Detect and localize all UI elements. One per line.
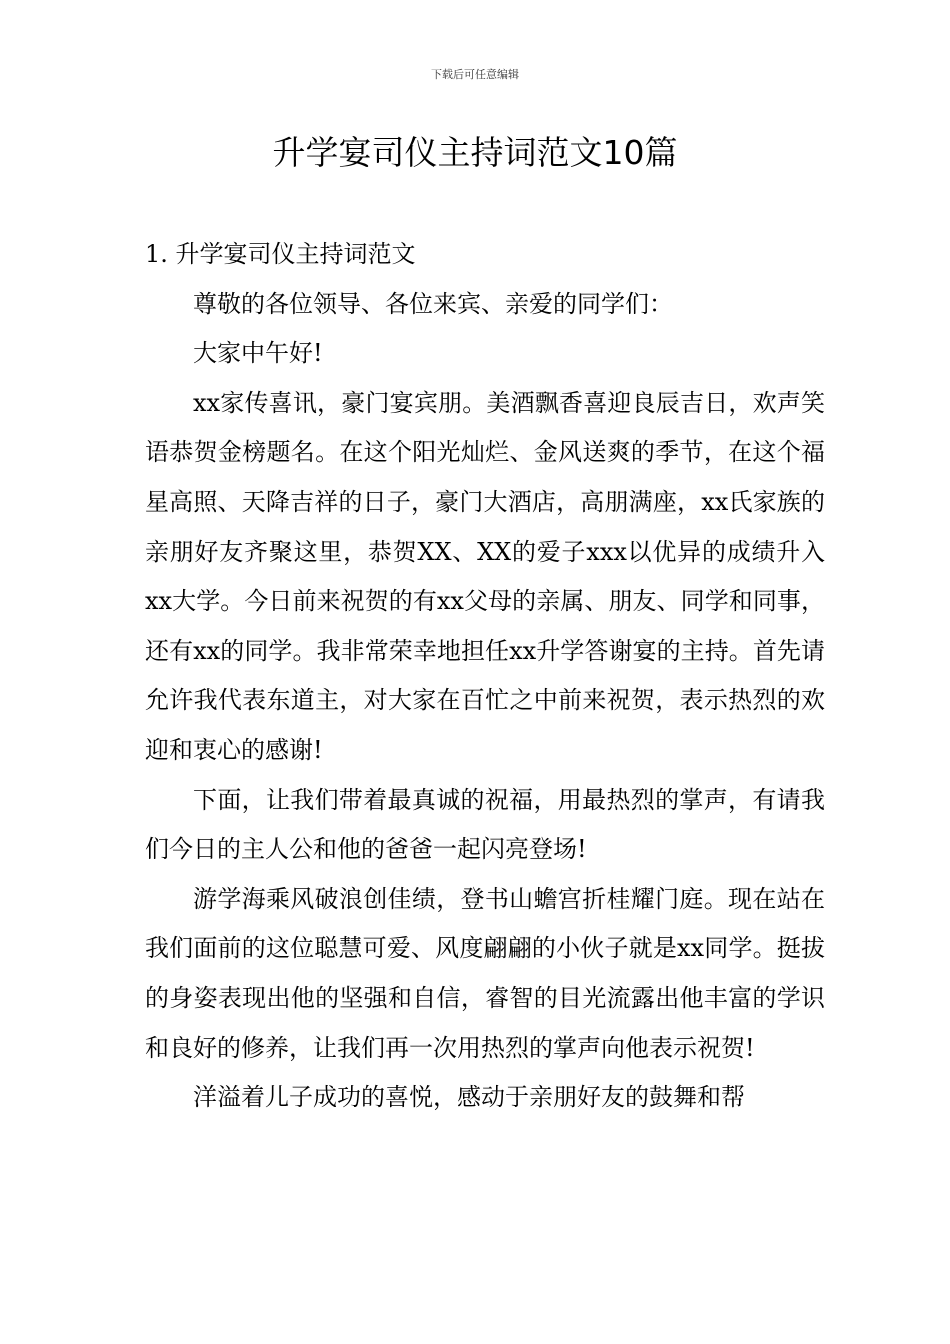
paragraph-praise: 游学海乘风破浪创佳绩，登书山蟾宫折桂耀门庭。现在站在我们面前的这位聪慧可爱、风度翩翩的小伙子就是xx同学。挺拔的身姿表现出他的坚强和自信，睿智的目光流露出他丰富的学识和良好的修养，让我们再一次用热烈的掌声向他表示祝贺! [145, 884, 825, 1062]
document-body [145, 230, 825, 1123]
section-heading: 1. 升学宴司仪主持词范文 [145, 240, 416, 268]
paragraph-intro: xx家传喜讯，豪门宴宾朋。美酒飘香喜迎良辰吉日，欢声笑语恭贺金榜题名。在这个阳光灿烂、金风送爽的季节，在这个福星高照、天降吉祥的日子，豪门大酒店，高朋满座，xx氏家族的亲朋好友齐聚这里，恭贺XX、XX的爱子xxx以优异的成绩升入xx大学。今日前来祝贺的有xx父母的亲属、朋友、同学和同事，还有xx的同学。我非常荣幸地担任xx升学答谢宴的主持。首先请允许我代表东道主，对大家在百忙之中前来祝贺，表示热烈的欢迎和衷心的感谢! [145, 388, 825, 764]
paragraph-hello: 大家中午好! [193, 339, 323, 368]
paragraph-invite: 下面，让我们带着最真诚的祝福，用最热烈的掌声，有请我们今日的主人公和他的爸爸一起闪亮登场! [145, 785, 825, 864]
paragraph-greeting: 尊敬的各位领导、各位来宾、亲爱的同学们： [193, 289, 673, 318]
header-note: 下载后可任意编辑 [431, 68, 519, 81]
document-title: 升学宴司仪主持词范文10篇 [272, 133, 678, 172]
paragraph-continued: 洋溢着儿子成功的喜悦，感动于亲朋好友的鼓舞和帮 [193, 1083, 745, 1112]
